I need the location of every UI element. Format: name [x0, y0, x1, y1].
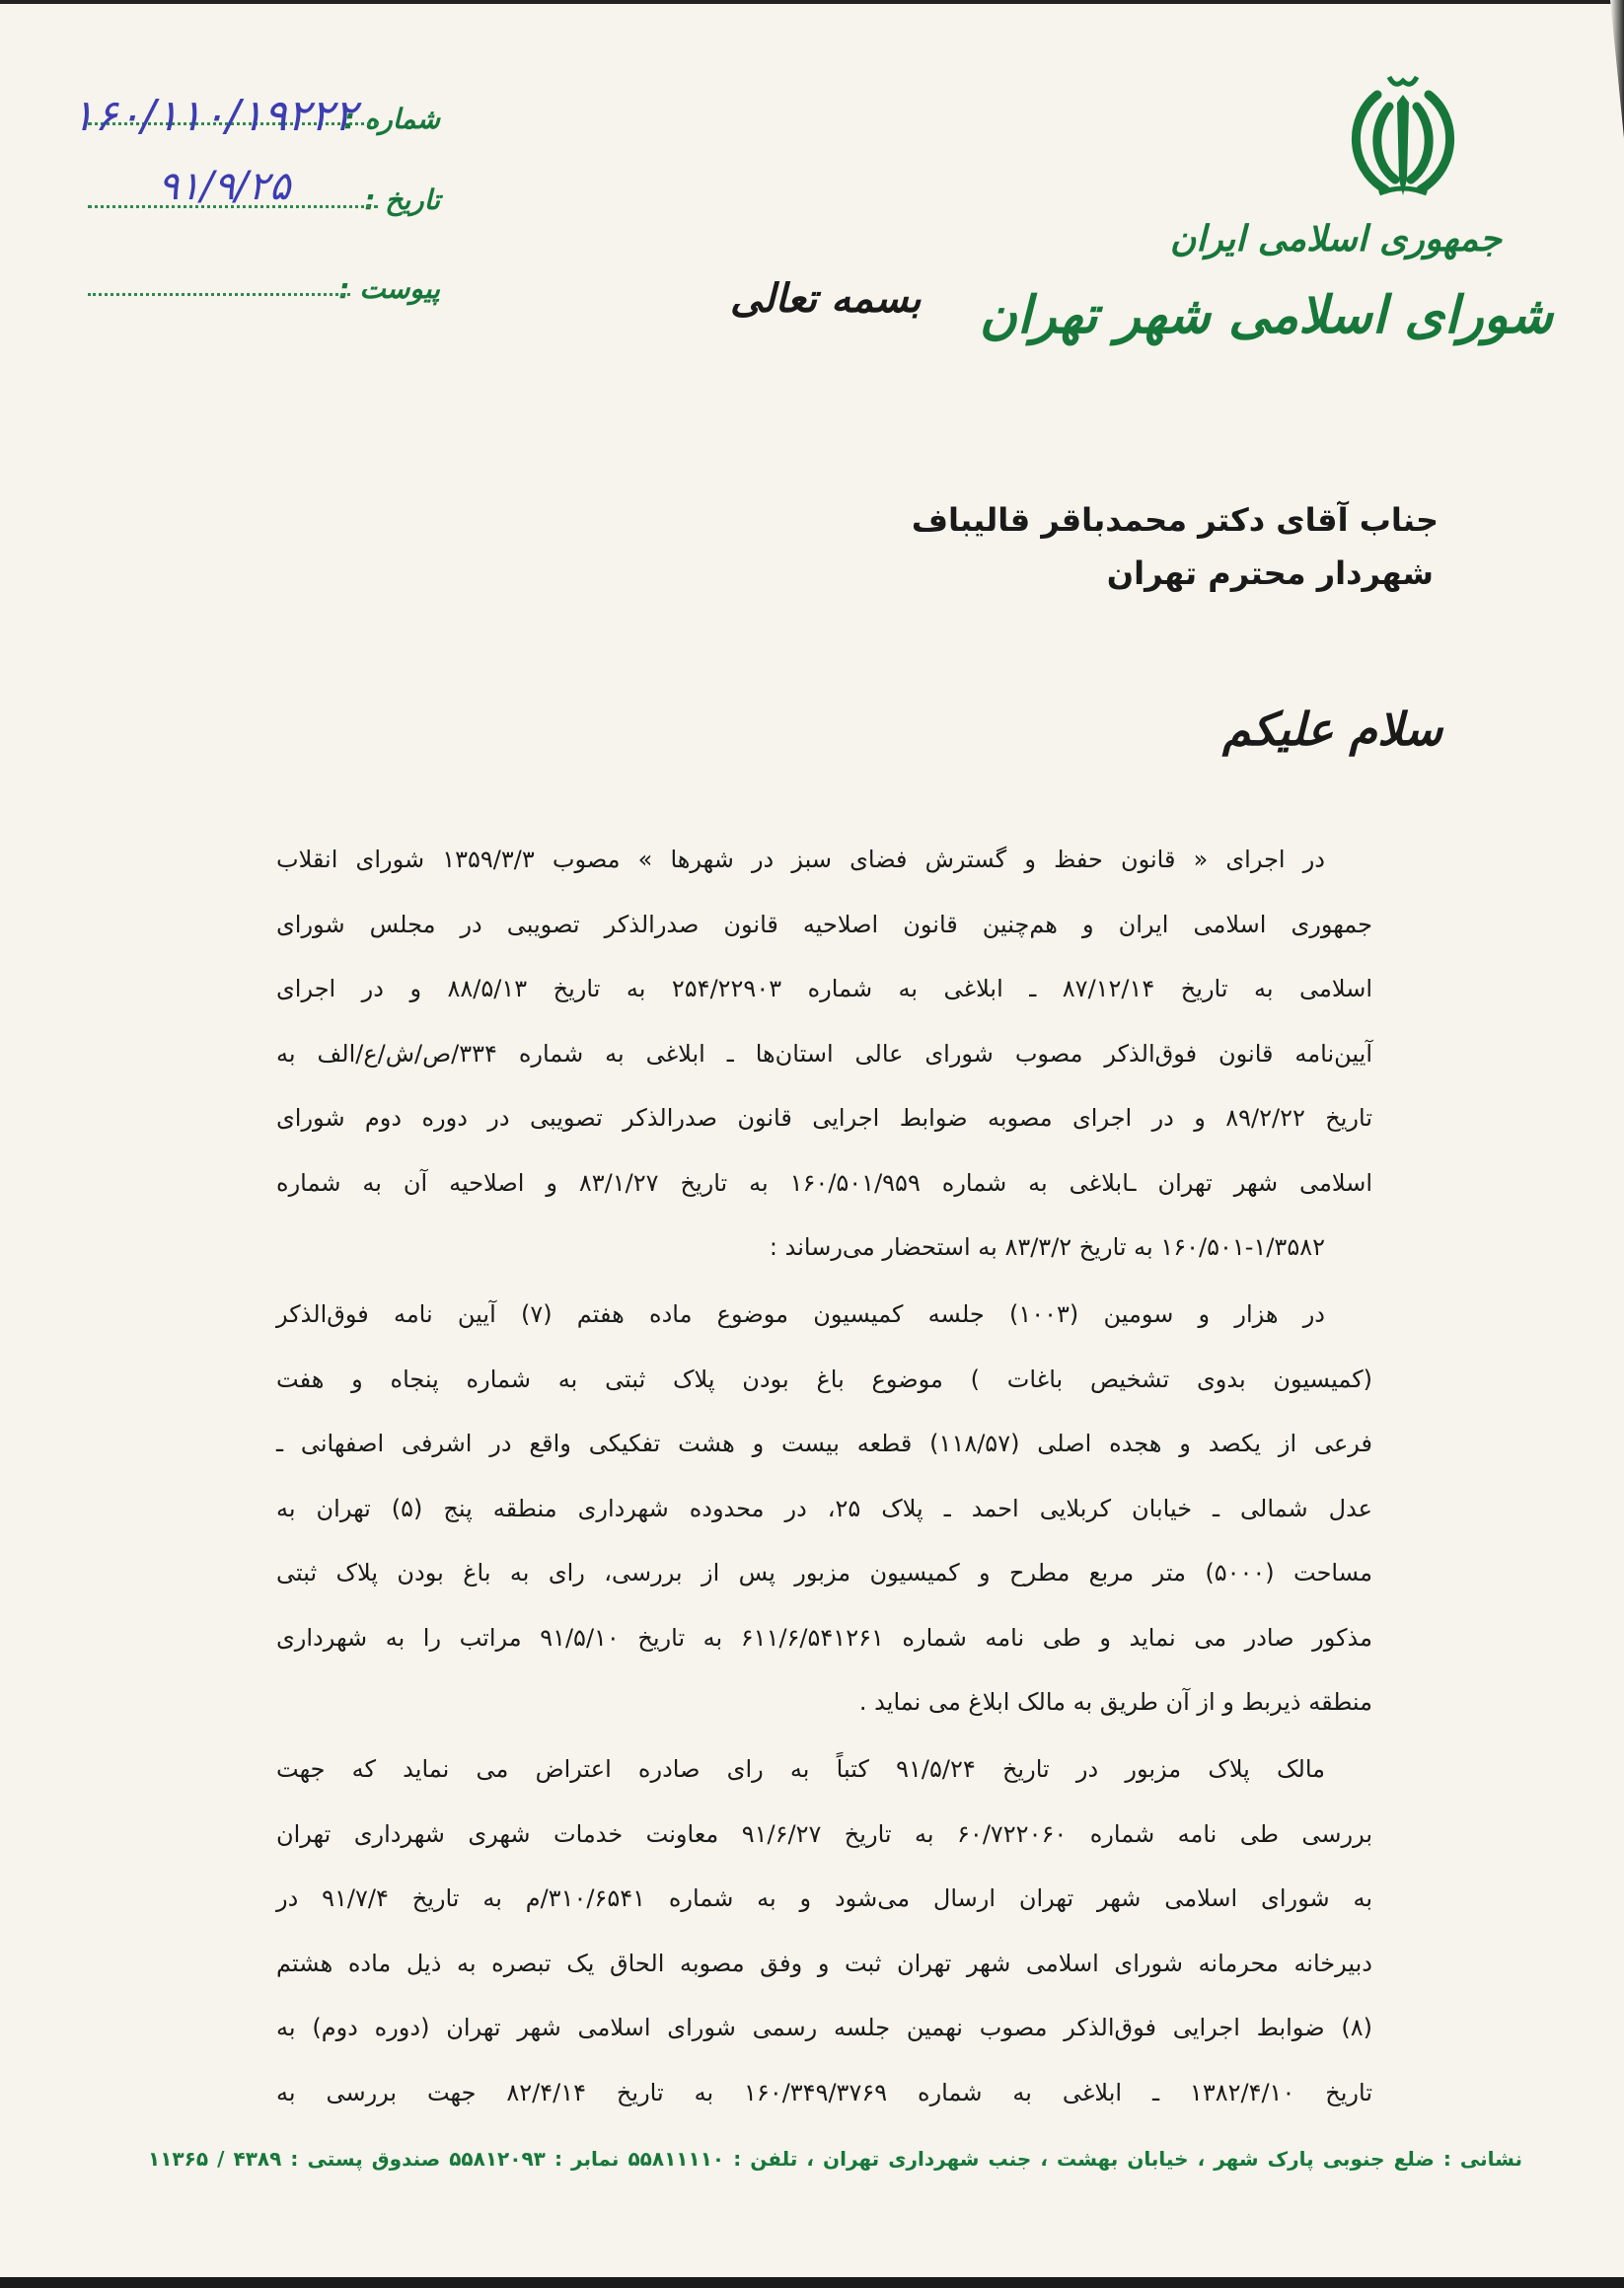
- body-line: در هزار و سومین (۱۰۰۳) جلسه کمیسیون موضوع ماده هفتم (۷) آیین نامه فوق‌الذکر: [276, 1300, 1325, 1328]
- letter-date: ۹۱/۹/۲۵: [158, 164, 291, 209]
- body-line: مساحت (۵۰۰۰) متر مربع مطرح و کمیسیون مزبور پس از بررسی، رای به باغ بودن پلاک ثبتی: [276, 1559, 1372, 1587]
- body-line: فرعی از یکصد و هجده اصلی (۱۱۸/۵۷) قطعه بیست و هشت تفکیکی واقع در اشرفی اصفهانی ـ: [276, 1430, 1372, 1457]
- body-line: جمهوری اسلامی ایران و هم‌چنین قانون اصلاحیه قانون صدرالذکر تصویبی در مجلس شورای: [276, 910, 1372, 938]
- body-line: عدل شمالی ـ خیابان کربلایی احمد ـ پلاک ۲۵، در محدوده شهرداری منطقه پنج (۵) تهران به: [276, 1494, 1372, 1522]
- basmala: بسمه تعالی: [730, 276, 922, 322]
- body-line: به شورای اسلامی شهر تهران ارسال می‌شود و به شماره ۳۱۰/۶۵۴۱/م به تاریخ ۹۱/۷/۴ در: [276, 1884, 1373, 1912]
- body-line: (کمیسیون بدوی تشخیص باغات ) موضوع باغ بودن پلاک ثبتی به شماره پنجاه و هفت: [276, 1365, 1372, 1393]
- recipient-title: شهردار محترم تهران: [1106, 554, 1434, 592]
- greeting: سلام علیکم: [1221, 702, 1442, 756]
- body-line: تاریخ ۱۳۸۲/۴/۱۰ ـ ابلاغی به شماره ۱۶۰/۳۴۹/۳۷۶۹ به تاریخ ۸۲/۴/۱۴ جهت بررسی به: [276, 2078, 1372, 2106]
- organization-name: شورای اسلامی شهر تهران: [979, 286, 1553, 345]
- paragraph-2: [276, 1283, 1372, 1735]
- paragraph-3: [276, 1737, 1372, 2125]
- number-label: شماره :: [343, 103, 440, 135]
- scan-edge-top: [0, 0, 1624, 4]
- body-line: آیین‌نامه قانون فوق‌الذکر مصوب شورای عالی استان‌ها ـ ابلاغی به شماره ۳۳۴/ص/ش/ع/الف به: [276, 1039, 1372, 1068]
- recipient-name: جناب آقای دکتر محمدباقر قالیباف: [911, 501, 1439, 539]
- body-line: اسلامی به تاریخ ۸۷/۱۲/۱۴ ـ ابلاغی به شماره ۲۵۴/۲۲۹۰۳ به تاریخ ۸۸/۵/۱۳ و در اجرای: [276, 975, 1372, 1002]
- body-line: مالک پلاک مزبور در تاریخ ۹۱/۵/۲۴ کتباً به رای صادره اعتراض می نماید که جهت: [276, 1755, 1325, 1783]
- body-line: اسلامی شهر تهران ـابلاغی به شماره ۱۶۰/۵۰۱/۹۵۹ به تاریخ ۸۳/۱/۲۷ و اصلاحیه آن به شماره: [276, 1168, 1373, 1197]
- body-line: ۱۶۰/۵۰۱-۱/۳۵۸۲ به تاریخ ۸۳/۳/۲ به استحضار می‌رساند :: [769, 1233, 1325, 1261]
- attachment-dotted-line: [88, 293, 350, 296]
- attachment-label: پیوست :: [338, 272, 440, 305]
- country-name: جمهوری اسلامی ایران: [1169, 219, 1502, 259]
- date-label: تاریخ :: [364, 184, 440, 216]
- paragraph-1: [276, 828, 1372, 1281]
- letter-number: ۱۶۰/۱۱۰/۱۹۲۲۲: [71, 91, 357, 141]
- body-line: تاریخ ۸۹/۲/۲۲ و در اجرای مصوبه ضوابط اجرایی قانون صدرالذکر تصویبی در دوره دوم شورای: [276, 1104, 1372, 1132]
- body-line: منطقه ذیربط و از آن طریق به مالک ابلاغ می نماید .: [858, 1688, 1372, 1716]
- footer-address: نشانی : ضلع جنوبی پارک شهر ، خیابان بهشت ، جنب شهرداری تهران ، تلفن : ۵۵۸۱۱۱۱۰ نمابر : ۵۵۸۱۲۰۹۳ صندوق پستی : ۴۳۸۹ / ۱۱۳۶۵: [148, 2147, 1523, 2171]
- iran-emblem-icon: [1328, 73, 1478, 203]
- body-line: (۸) ضوابط اجرایی فوق‌الذکر مصوب نهمین جلسه رسمی شورای اسلامی شهر تهران (دوره دوم) به: [276, 2014, 1372, 2041]
- scan-edge-bottom: [0, 2277, 1624, 2288]
- body-line: در اجرای « قانون حفظ و گسترش فضای سبز در شهرها » مصوب ۱۳۵۹/۳/۳ شورای انقلاب: [276, 846, 1325, 873]
- body-line: مذکور صادر می نماید و طی نامه شماره ۶۱۱/۶/۵۴۱۲۶۱ به تاریخ ۹۱/۵/۱۰ مراتب را به شهرداری: [276, 1623, 1373, 1652]
- scan-edge-corner: [1610, 0, 1624, 138]
- body-line: بررسی طی نامه شماره ۶۰/۷۲۲۰۶۰ به تاریخ ۹۱/۶/۲۷ معاونت خدمات شهری شهرداری تهران: [276, 1819, 1373, 1848]
- body-line: دبیرخانه محرمانه شورای اسلامی شهر تهران ثبت و وفق مصوبه الحاق یک تبصره به ذیل ماده هشتم: [276, 1949, 1372, 1977]
